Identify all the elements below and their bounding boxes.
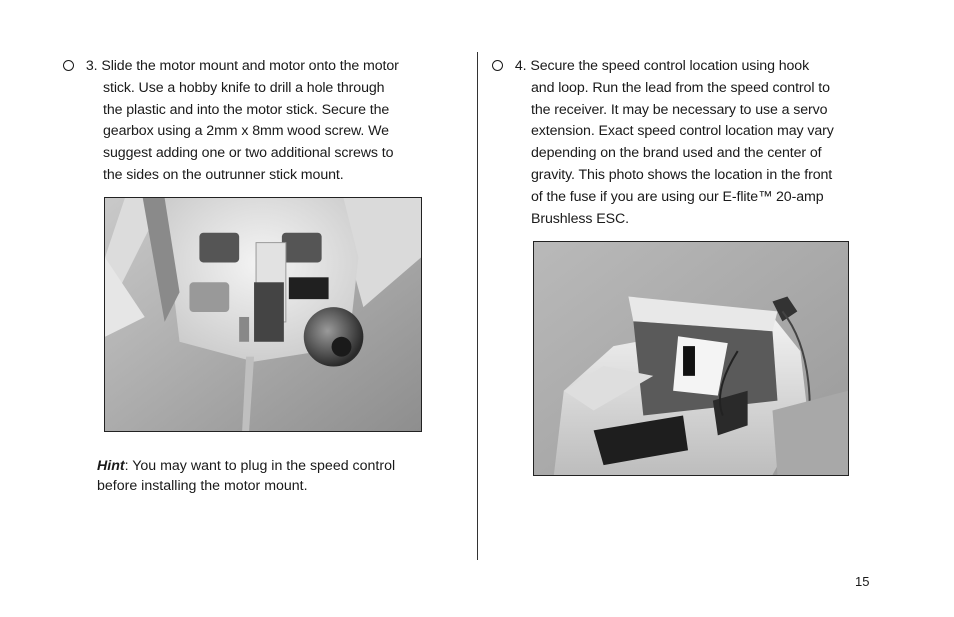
step-3-line-2: the plastic and into the motor stick. Secure the (103, 101, 390, 118)
column-divider (477, 52, 478, 560)
step-4-line-5: gravity. This photo shows the location in the front (531, 166, 833, 183)
step-3-line-0: Slide the motor mount and motor onto the motor (101, 58, 399, 74)
hint-note (97, 456, 395, 496)
step-4-line-7: Brushless ESC. (531, 210, 629, 227)
hint-text-line-2: before installing the motor mount. (97, 478, 308, 494)
step-4-line-1: and loop. Run the lead from the speed control to (531, 79, 830, 96)
checkbox-circle-icon[interactable] (492, 60, 503, 71)
step-4-line-3: extension. Exact speed control location may vary (531, 123, 834, 140)
step-3-line-1: stick. Use a hobby knife to drill a hole through (103, 79, 385, 96)
step-4-line-0: Secure the speed control location using hook (530, 58, 810, 74)
page-number: 15 (855, 574, 870, 589)
checkbox-circle-icon[interactable] (63, 60, 74, 71)
step-4-line-6: of the fuse if you are using our E-flite™ 20-amp (531, 188, 824, 205)
step-3-line-4: suggest adding one or two additional screws to (103, 145, 394, 162)
motor-mount-photo (104, 197, 422, 432)
step-3-line-5: the sides on the outrunner stick mount. (103, 166, 344, 183)
step-4-first-line (492, 56, 834, 78)
step-3-first-line (63, 56, 399, 78)
hint-label: Hint (97, 458, 125, 474)
step-4-number: 4. (514, 58, 527, 74)
step-3 (63, 56, 399, 187)
step-3-line-3: gearbox using a 2mm x 8mm wood screw. We (103, 123, 389, 140)
step-3-number: 3. (85, 58, 98, 74)
speed-control-photo (533, 241, 849, 476)
hint-text-line-1: : You may want to plug in the speed control (124, 458, 396, 474)
step-4-line-2: the receiver. It may be necessary to use a servo (531, 101, 828, 118)
step-4-line-4: depending on the brand used and the center of (531, 145, 822, 162)
step-4 (492, 56, 834, 230)
